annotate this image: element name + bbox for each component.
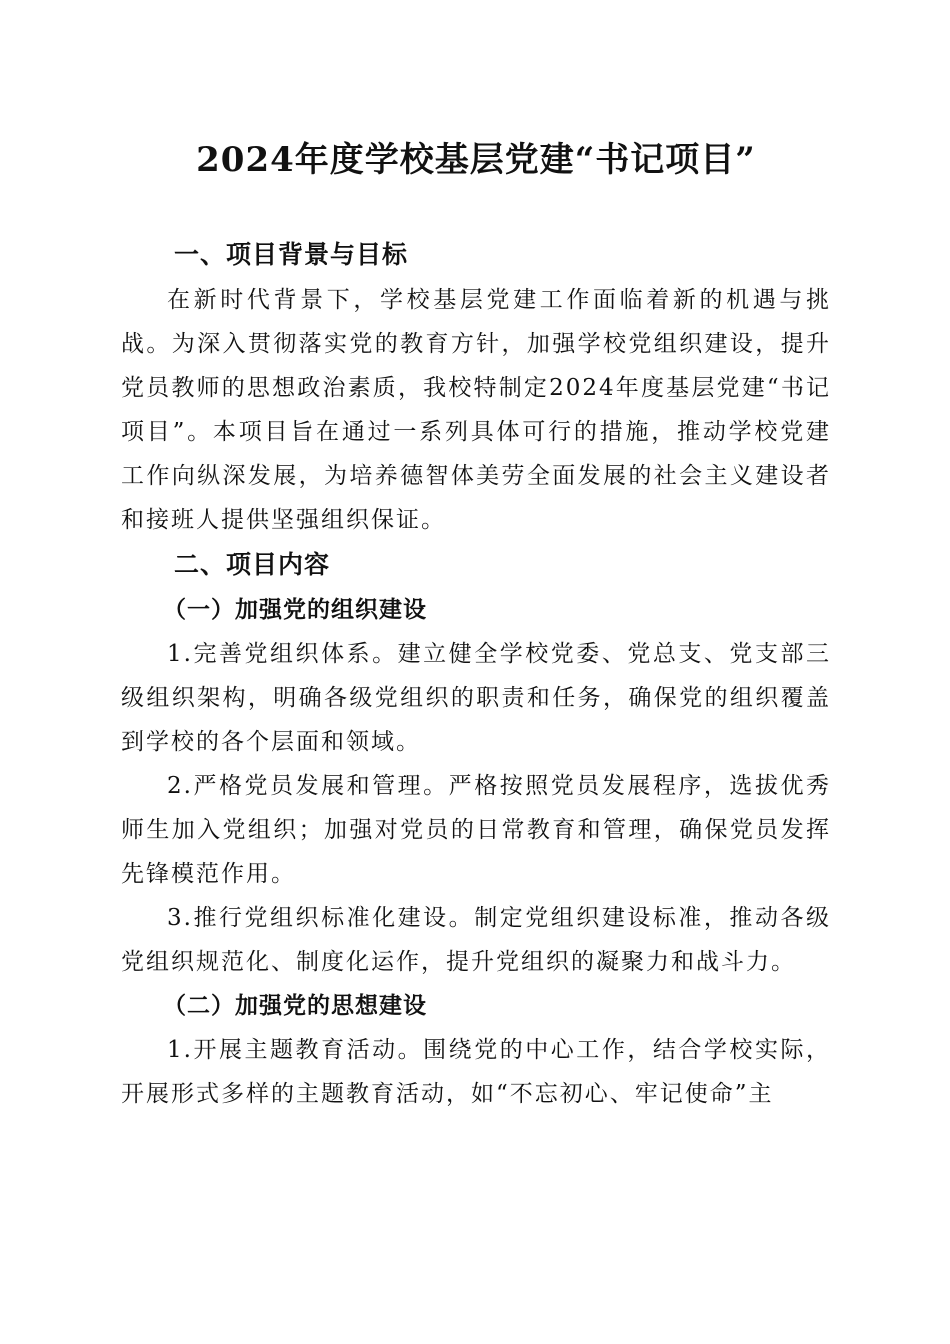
paragraph-background: 在新时代背景下，学校基层党建工作面临着新的机遇与挑战。为深入贯彻落实党的教育方针，加强学校党组织建设，提升党员教师的思想政治素质，我校特制定2024年度基层党建“书记项目”。本项目旨在通过一系列具体可行的措施，推动学校党建工作向纵深发展，为培养德智体美劳全面发展的社会主义建设者和接班人提供坚强组织保证。 — [121, 287, 831, 533]
subsection-heading-thought: （二）加强党的思想建设 — [163, 992, 427, 1019]
paragraph-organization-item-2: 2.严格党员发展和管理。严格按照党员发展程序，选拔优秀师生加入党组织；加强对党员的日常教育和管理，确保党员发挥先锋模范作用。 — [121, 773, 831, 887]
paragraph-organization-item-1: 1.完善党组织体系。建立健全学校党委、党总支、党支部三级组织架构，明确各级党组织的职责和任务，确保党的组织覆盖到学校的各个层面和领域。 — [121, 641, 831, 755]
subsection-heading-organization: （一）加强党的组织建设 — [163, 596, 427, 623]
paragraph-thought-item-1: 1.开展主题教育活动。围绕党的中心工作，结合学校实际，开展形式多样的主题教育活动，如“不忘初心、牢记使命”主 — [121, 1037, 831, 1107]
title-spacing — [121, 184, 831, 232]
paragraph-organization-item-3: 3.推行党组织标准化建设。制定党组织建设标准，推动各级党组织规范化、制度化运作，提升党组织的凝聚力和战斗力。 — [121, 905, 831, 975]
document-body — [121, 136, 831, 1116]
document-title: 2024年度学校基层党建“书记项目” — [196, 140, 756, 180]
section-heading-background: 一、项目背景与目标 — [174, 240, 409, 269]
section-heading-content: 二、项目内容 — [174, 550, 331, 579]
